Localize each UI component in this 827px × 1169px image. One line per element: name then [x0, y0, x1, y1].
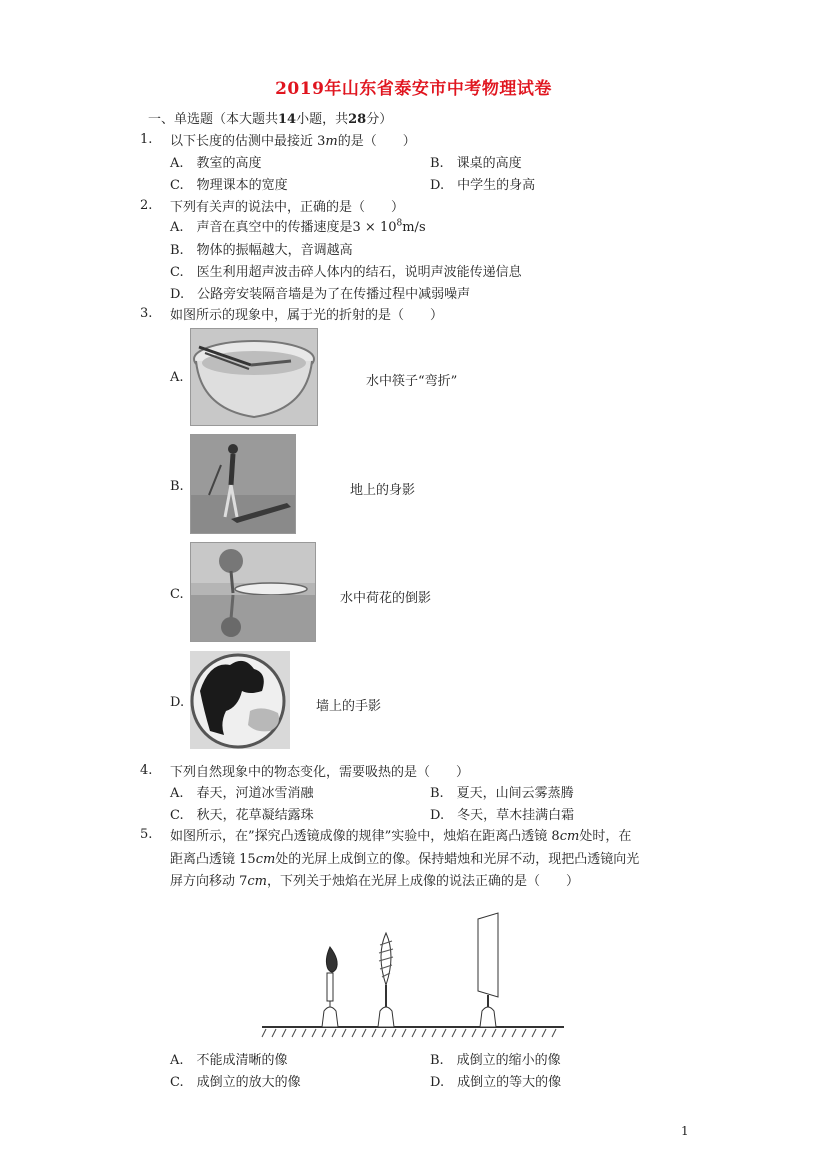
option-c: C. 秋天，花草凝结露珠 [170, 808, 314, 823]
question-4-text: 下列自然现象中的物态变化，需要吸热的是（ ） [170, 765, 470, 780]
option-d-caption: 墙上的手影 [316, 699, 382, 714]
question-number: 1. [140, 132, 153, 147]
question-number: 2. [140, 198, 153, 213]
question-5-line-2: 距离凸透镜 15cm处的光屏上成倒立的像。保持蜡烛和光屏不动，现把凸透镜向光 [170, 852, 640, 867]
option-c-letter: C. [170, 587, 184, 602]
hand-shadow-image [190, 651, 290, 749]
option-c-caption: 水中荷花的倒影 [340, 591, 432, 606]
section-heading: 一、单选题（本大题共14小题，共28分） [148, 112, 393, 127]
option-b: B. 课桌的高度 [430, 156, 522, 171]
ground-shadow-image [190, 434, 296, 534]
question-2-text: 下列有关声的说法中，正确的是（ ） [170, 200, 405, 215]
option-a: A. 春天，河道冰雪消融 [170, 786, 314, 801]
option-c: C. 成倒立的放大的像 [170, 1075, 301, 1090]
option-d: D. 冬天，草木挂满白霜 [430, 808, 575, 823]
option-b-caption: 地上的身影 [350, 483, 416, 498]
option-a-letter: A. [170, 370, 184, 385]
bowl-chopsticks-image [190, 328, 318, 426]
option-a-caption: 水中筷子“弯折” [366, 374, 458, 389]
optical-bench-diagram [258, 905, 568, 1051]
lotus-reflection-image [190, 542, 316, 642]
option-a: A. 教室的高度 [170, 156, 262, 171]
option-d: D. 成倒立的等大的像 [430, 1075, 562, 1090]
option-d: D. 中学生的身高 [430, 178, 536, 193]
option-b: B. 夏天，山间云雾蒸腾 [430, 786, 574, 801]
question-5-line-3: 屏方向移动 7cm，下列关于烛焰在光屏上成像的说法正确的是（ ） [170, 874, 580, 889]
option-d-letter: D. [170, 695, 185, 710]
option-b-letter: B. [170, 479, 184, 494]
question-5-line-1: 如图所示，在”探究凸透镜成像的规律”实验中，烛焰在距离凸透镜 8cm处时，在 [170, 829, 632, 844]
question-number: 5. [140, 827, 153, 842]
page-number: 1 [681, 1124, 689, 1138]
option-b: B. 物体的振幅越大，音调越高 [170, 243, 353, 258]
option-c: C. 物理课本的宽度 [170, 178, 288, 193]
question-number: 4. [140, 763, 153, 778]
option-a: A. 声音在真空中的传播速度是$3 \times 10^8m/s$ [170, 218, 426, 235]
option-d: D. 公路旁安装隔音墙是为了在传播过程中减弱噪声 [170, 287, 471, 302]
page-title: 2019年山东省泰安市中考物理试卷 [275, 79, 552, 99]
option-b: B. 成倒立的缩小的像 [430, 1053, 561, 1068]
question-1-text: 以下长度的估测中最接近 3m的是（ ） [170, 134, 416, 149]
option-c: C. 医生利用超声波击碎人体内的结石，说明声波能传递信息 [170, 265, 522, 280]
question-3-text: 如图所示的现象中，属于光的折射的是（ ） [170, 308, 444, 323]
question-number: 3. [140, 306, 153, 321]
option-a: A. 不能成清晰的像 [170, 1053, 288, 1068]
